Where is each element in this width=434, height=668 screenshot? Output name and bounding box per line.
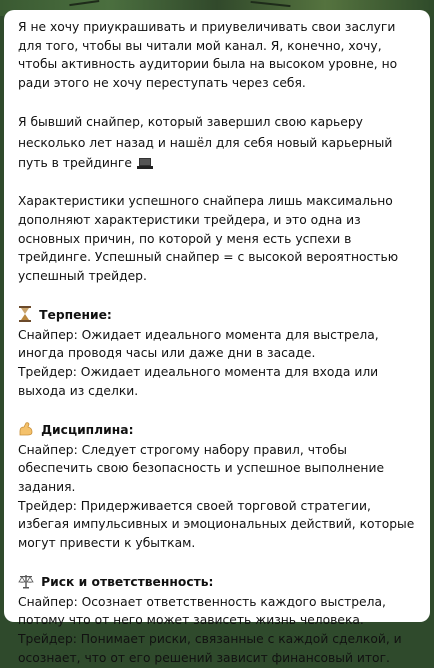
section-risk [18, 571, 422, 668]
section-title: Дисциплина: [41, 422, 134, 437]
sniper-line: Снайпер: Осознает ответственность каждого выстрела, потому что от него может зависеть жизнь человека. [18, 594, 386, 628]
background-paragraph [18, 111, 422, 174]
laptop-icon [137, 155, 153, 174]
sniper-line: Снайпер: Следует строгому набору правил, чтобы обеспечить свою безопасность и успешное выполнение задания. [18, 442, 385, 494]
trader-line: Трейдер: Ожидает идеального момента для входа или выхода из сделки. [18, 365, 379, 398]
trader-line: Трейдер: Понимает риски, связанные с каждой сделкой, и осознает, что от его решений зависит финансовый итог. [18, 632, 402, 665]
hourglass-icon [18, 306, 32, 326]
background-text: Я бывший снайпер, который завершил свою карьеру несколько лет назад и нашёл для себя новый карьерный путь в трейдинге [18, 114, 393, 171]
message-bubble[interactable] [4, 10, 430, 665]
characteristics-paragraph: Характеристики успешного снайпера лишь максимально дополняют характеристики трейдера, и это одна из основных причин, по которой у меня есть успехи в трейдинге. Успешный снайпер = с высокой вероятностью успешный трейдер. [18, 194, 399, 284]
section-title: Риск и ответственность: [41, 574, 214, 589]
balance-scale-icon [18, 573, 34, 593]
section-patience [18, 304, 422, 401]
section-title: Терпение: [39, 307, 112, 322]
sniper-line: Снайпер: Ожидает идеального момента для выстрела, иногда проводя часы или даже дни в засаде. [18, 327, 379, 361]
flexed-biceps-icon [18, 421, 34, 441]
trader-line: Трейдер: Придерживается своей торговой стратегии, избегая импульсивных и эмоциональных действий, которые могут привести к убыткам. [18, 498, 415, 551]
intro-paragraph: Я не хочу приукрашивать и приувеличивать свои заслуги для того, чтобы вы читали мой канал. Я, конечно, хочу, чтобы активность аудитории была на высоком уровне, но ради этого не хочу переступать через себя. [18, 20, 398, 91]
section-discipline [18, 419, 422, 553]
